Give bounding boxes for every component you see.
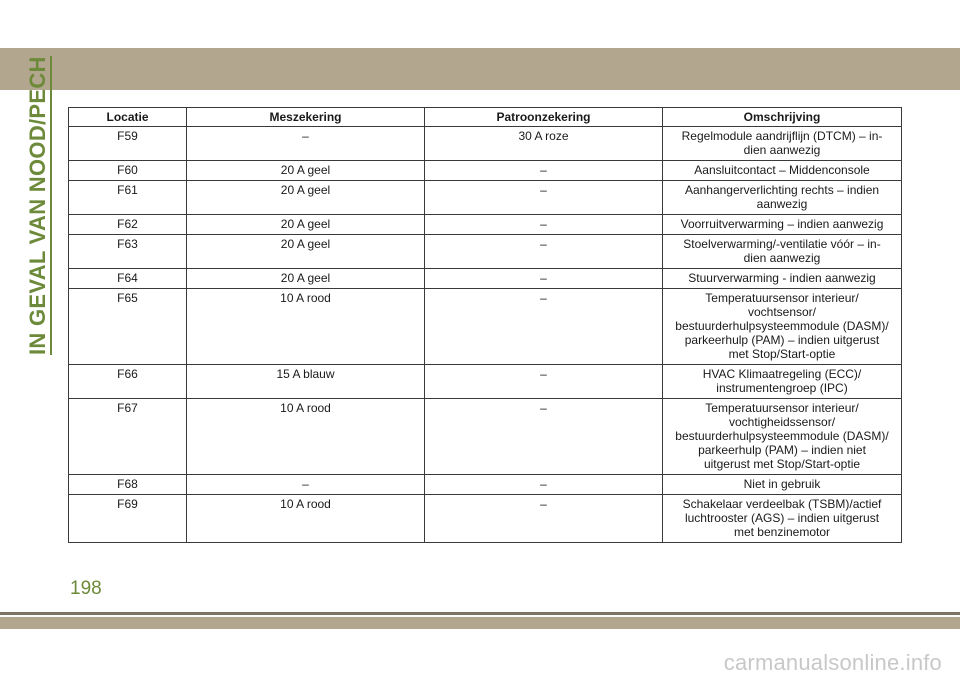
- cell-locatie: F64: [69, 269, 187, 289]
- cell-patroonzekering: –: [425, 475, 663, 495]
- header-locatie: Locatie: [69, 108, 187, 127]
- cell-locatie: F63: [69, 235, 187, 269]
- table-row: [69, 365, 902, 399]
- cell-locatie: F69: [69, 495, 187, 543]
- cell-omschrijving: Voorruitverwarming – indien aanwezig: [663, 215, 902, 235]
- table-row: [69, 475, 902, 495]
- cell-omschrijving: Regelmodule aandrijflijn (DTCM) – in- dien aanwezig: [663, 127, 902, 161]
- cell-locatie: F59: [69, 127, 187, 161]
- table-row: [69, 161, 902, 181]
- table-row: [69, 235, 902, 269]
- footer-line: [0, 612, 960, 615]
- footer-band: [0, 617, 960, 629]
- fuse-table: [68, 107, 902, 543]
- cell-locatie: F68: [69, 475, 187, 495]
- table-header-row: [69, 108, 902, 127]
- header-band: [0, 48, 960, 90]
- cell-omschrijving: Schakelaar verdeelbak (TSBM)/actief luchtrooster (AGS) – indien uitgerust met benzinemotor: [663, 495, 902, 543]
- watermark: carmanualsonline.info: [723, 650, 942, 675]
- section-heading: IN GEVAL VAN NOOD/PECH: [25, 56, 50, 355]
- table-body: [69, 127, 902, 543]
- cell-omschrijving: HVAC Klimaatregeling (ECC)/ instrumentengroep (IPC): [663, 365, 902, 399]
- cell-patroonzekering: –: [425, 399, 663, 475]
- cell-locatie: F65: [69, 289, 187, 365]
- cell-meszekering: 10 A rood: [187, 495, 425, 543]
- table-row: [69, 495, 902, 543]
- table-row: [69, 269, 902, 289]
- cell-omschrijving: Stoelverwarming/-ventilatie vóór – in- dien aanwezig: [663, 235, 902, 269]
- cell-locatie: F66: [69, 365, 187, 399]
- cell-omschrijving: Stuurverwarming - indien aanwezig: [663, 269, 902, 289]
- cell-locatie: F67: [69, 399, 187, 475]
- cell-omschrijving: Niet in gebruik: [663, 475, 902, 495]
- cell-meszekering: –: [187, 127, 425, 161]
- header-omschrijving: Omschrijving: [663, 108, 902, 127]
- table-row: [69, 215, 902, 235]
- cell-meszekering: 20 A geel: [187, 269, 425, 289]
- header-patroonzekering: Patroonzekering: [425, 108, 663, 127]
- header-meszekering: Meszekering: [187, 108, 425, 127]
- cell-patroonzekering: –: [425, 365, 663, 399]
- cell-omschrijving: Temperatuursensor interieur/ vochtigheidssensor/ bestuurderhulpsysteemmodule (DASM)/ parkeerhulp (PAM) – indien niet uitgerust met Stop/Start-optie: [663, 399, 902, 475]
- cell-patroonzekering: –: [425, 215, 663, 235]
- cell-omschrijving: Temperatuursensor interieur/ vochtsensor/ bestuurderhulpsysteemmodule (DASM)/ parkeerhulp (PAM) – indien uitgerust met Stop/Start-optie: [663, 289, 902, 365]
- cell-locatie: F62: [69, 215, 187, 235]
- cell-locatie: F60: [69, 161, 187, 181]
- cell-meszekering: 10 A rood: [187, 399, 425, 475]
- cell-patroonzekering: 30 A roze: [425, 127, 663, 161]
- cell-omschrijving: Aansluitcontact – Middenconsole: [663, 161, 902, 181]
- cell-meszekering: 15 A blauw: [187, 365, 425, 399]
- cell-meszekering: –: [187, 475, 425, 495]
- table-row: [69, 127, 902, 161]
- cell-patroonzekering: –: [425, 269, 663, 289]
- cell-meszekering: 20 A geel: [187, 215, 425, 235]
- cell-patroonzekering: –: [425, 235, 663, 269]
- cell-meszekering: 10 A rood: [187, 289, 425, 365]
- cell-patroonzekering: –: [425, 181, 663, 215]
- cell-patroonzekering: –: [425, 289, 663, 365]
- cell-meszekering: 20 A geel: [187, 235, 425, 269]
- cell-omschrijving: Aanhangerverlichting rechts – indien aanwezig: [663, 181, 902, 215]
- cell-patroonzekering: –: [425, 495, 663, 543]
- cell-meszekering: 20 A geel: [187, 181, 425, 215]
- cell-locatie: F61: [69, 181, 187, 215]
- table-row: [69, 289, 902, 365]
- table-row: [69, 181, 902, 215]
- table-row: [69, 399, 902, 475]
- cell-meszekering: 20 A geel: [187, 161, 425, 181]
- cell-patroonzekering: –: [425, 161, 663, 181]
- page-number: 198: [70, 578, 102, 599]
